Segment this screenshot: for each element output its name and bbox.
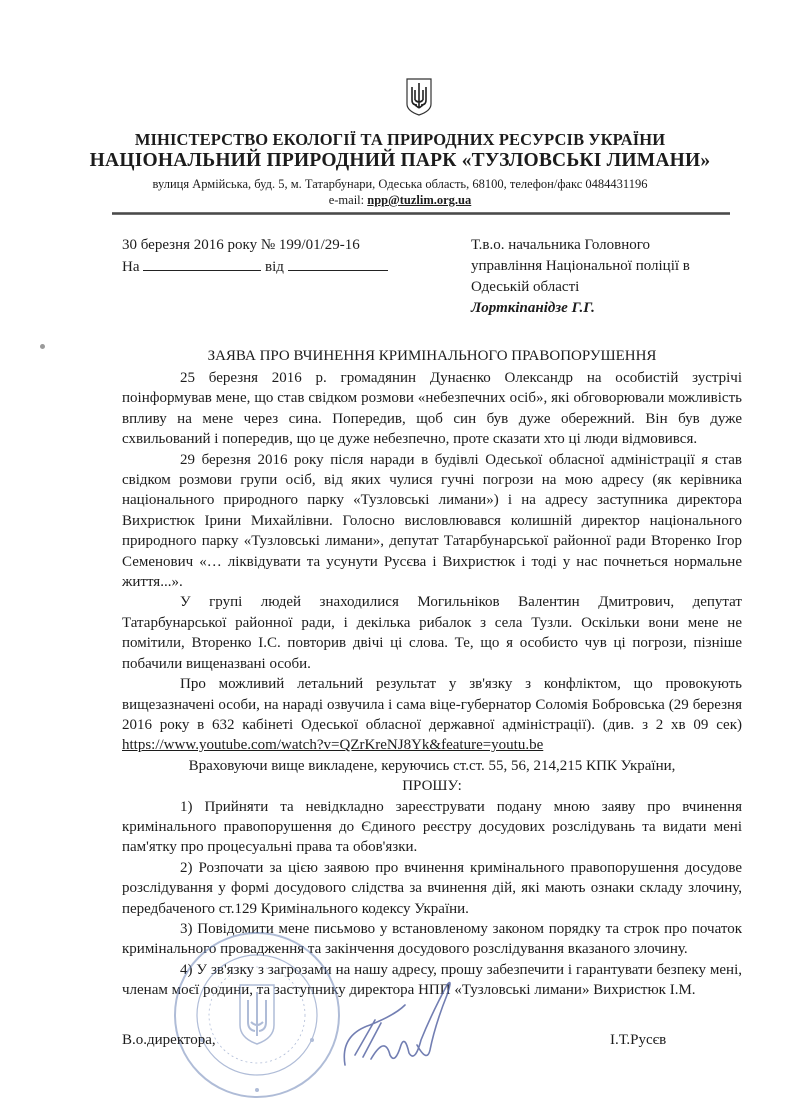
- addressee-line: управління Національної поліції в: [471, 258, 690, 274]
- ministry-name: МІНІСТЕРСТВО ЕКОЛОГІЇ ТА ПРИРОДНИХ РЕСУРСІВ УКРАЇНИ: [134, 130, 666, 149]
- body-paragraph-text: Про можливий летальний результат у зв'язку з конфліктом, що провокують вищезазначені особи, на нараді озвучила і сама віце-губернатор Соломія Бобровська (29 березня 2016 року в 632 кабінеті Одеської обласної державної адміністрації). (див. з 2 хв 09 сек): [122, 676, 742, 733]
- email-link[interactable]: npp@tuzlim.org.ua: [367, 193, 472, 207]
- date-and-number: 30 березня 2016 року № 199/01/29-16: [122, 237, 360, 253]
- signer-position: В.о.директора,: [122, 1032, 216, 1048]
- addressee-line: Т.в.о. начальника Головного: [471, 237, 651, 253]
- body-paragraph: У групі людей знаходилися Могильніков Валентин Дмитрович, депутат Татарбунарської районної ради, і декілька рибалок з села Тузли. Оскільки вони мене не помітили, Вторенко І.С. повторив двічі ці слова. Те, що я особисто чув ці погрози, пізніше побачили вищеназвані особи.: [122, 594, 742, 672]
- reply-to-blank: [143, 256, 261, 271]
- body-paragraph-with-link: [122, 674, 742, 756]
- request-item: 2) Розпочати за цією заявою про вчинення кримінального правопорушення досудове розслідування у формі досудового слідства за вчинення дій, які мають ознаки складу злочину, передбаченого ст.129 Кримінального кодексу України.: [122, 859, 742, 917]
- letterhead-divider: [112, 212, 730, 215]
- handwritten-signature-icon: [335, 975, 475, 1075]
- document-title: ЗАЯВА ПРО ВЧИНЕННЯ КРИМІНАЛЬНОГО ПРАВОПОРУШЕННЯ: [207, 348, 657, 364]
- document-meta: [122, 235, 388, 278]
- request-heading: ПРОШУ:: [402, 778, 462, 795]
- organization-email: [0, 193, 800, 208]
- official-seal-icon: [172, 930, 342, 1100]
- youtube-link[interactable]: https://www.youtube.com/watch?v=QZrKreNJ8Yk&feature=youtu.be: [122, 737, 544, 754]
- coat-of-arms-icon: [406, 78, 432, 116]
- addressee-line: Одеській області: [471, 279, 580, 295]
- reply-from-blank: [288, 256, 388, 271]
- body-paragraph: 29 березня 2016 року після наради в будівлі Одеської обласної адміністрації я став свідком розмови групи осіб, від яких чулися гучні погрози на мою адресу (як керівника національного природного парку «Тузловські лимани») і на адресу заступника директора Вихристюк Ірини Михайлівни. Голосно висловлювався колишній директор національного природного парку «Тузловські лимани», депутат Татарбунарської районної ради Вторенко Ігор Семенович «… ліквідувати та усунути Русєва і Вихристюк і тоді у нас почнеться нормальне життя...».: [122, 451, 742, 591]
- signer-name: І.Т.Русєв: [610, 1032, 667, 1048]
- request-item: 1) Прийняти та невідкладно зареєструвати подану мною заяву про вчинення кримінального правопорушення до Єдиного реєстру досудових розслідувань та видати мені пам'ятку про процесуальні права та обов'язки.: [122, 798, 742, 856]
- document-body: [122, 368, 742, 1001]
- reply-from-label: від: [265, 259, 284, 275]
- reply-to-label: На: [122, 259, 140, 275]
- request-item: 4) У зв'язку з загрозами на нашу адресу, прошу забезпечити і гарантувати безпеку мені, членам моєї родини, та заступнику директора НПП «Тузловські лимани» Вихристюк І.М.: [122, 961, 742, 999]
- email-label: e-mail:: [328, 193, 368, 207]
- organization-address: вулиця Армійська, буд. 5, м. Татарбунари, Одеська область, 68100, телефон/факс 0484431196: [152, 177, 648, 191]
- request-item: 3) Повідомити мене письмово у встановленому законом порядку та строк про початок кримінального провадження та закінчення досудового розслідування вказаного злочину.: [122, 920, 742, 958]
- reply-reference: [122, 256, 388, 278]
- scan-speck: [40, 344, 45, 349]
- addressee-block: [471, 235, 690, 319]
- body-paragraph: 25 березня 2016 р. громадянин Дунаєнко Олександр на особистій зустрічі поінформував мене, що став свідком розмови «небезпечних осіб», які обговорювали можливість впливу на мене через сина. Попередив, щоб син був дуже обережний. Він був дуже схвильований і попередив, що це дуже небезпечно, проте сказати хто ці люди відмовився.: [122, 370, 742, 448]
- legal-basis: Враховуючи вище викладене, керуючись ст.ст. 55, 56, 214,215 КПК України,: [188, 757, 676, 774]
- addressee-name: Лорткіпанідзе Г.Г.: [471, 300, 595, 316]
- organization-name: НАЦІОНАЛЬНИЙ ПРИРОДНИЙ ПАРК «ТУЗЛОВСЬКІ ЛИМАНИ»: [89, 150, 711, 171]
